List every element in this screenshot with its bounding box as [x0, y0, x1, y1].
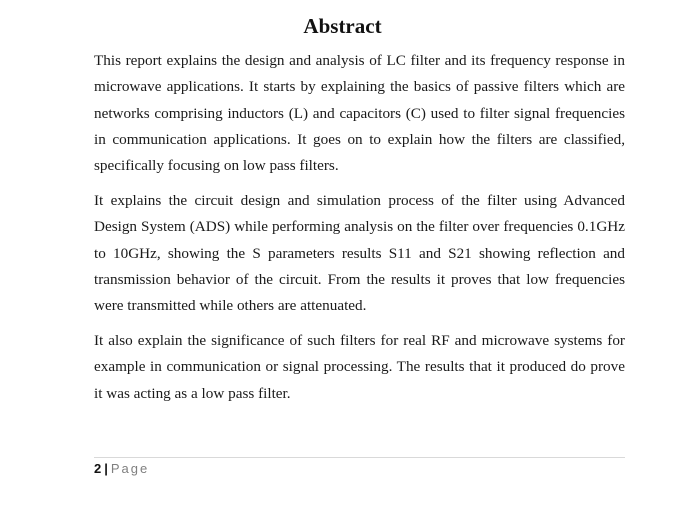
footer-divider: [94, 457, 625, 458]
page-footer: [94, 460, 149, 478]
abstract-paragraph-2: It explains the circuit design and simulation process of the filter using Advanced Design System (ADS) while performing analysis on the filter over frequencies 0.1GHz to 10GHz, showing the S parameters results S11 and S21 showing reflection and transmission behavior of the circuit. From the results it proves that low frequencies were transmitted while others are attenuated.: [94, 192, 625, 315]
abstract-paragraph-3: It also explain the significance of such filters for real RF and microwave systems for example in communication or signal processing. The results that it produced do prove it was acting as a low pass filter.: [94, 332, 625, 402]
footer-separator: |: [104, 461, 108, 476]
abstract-paragraph-1: This report explains the design and analysis of LC filter and its frequency response in microwave applications. It starts by explaining the basics of passive filters which are networks comprising inductors (L) and capacitors (C) used to filter signal frequencies in communication applications. It goes on to explain how the filters are classified, specifically focusing on low pass filters.: [94, 52, 625, 175]
page-title: Abstract: [303, 14, 382, 38]
page-number: 2: [94, 461, 102, 476]
page-label: Page: [110, 461, 150, 476]
